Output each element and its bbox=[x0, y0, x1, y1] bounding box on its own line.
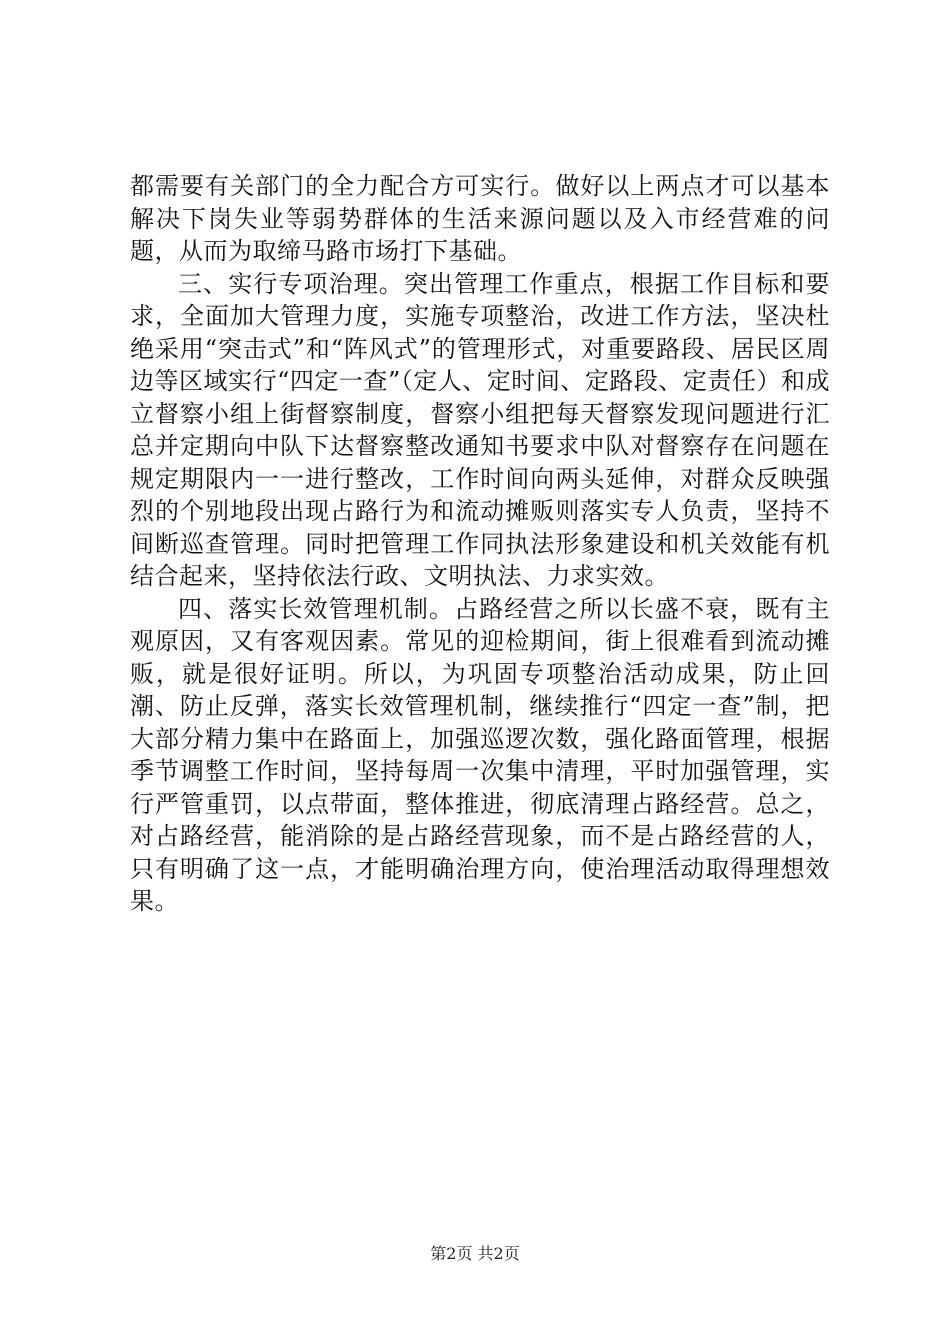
paragraph-long-term-mechanism: 四、落实长效管理机制。占路经营之所以长盛不衰，既有主观原因，又有客观因素。常见的迎检期间，街上很难看到流动摊贩，就是很好证明。所以，为巩固专项整治活动成果，防止回潮、防止反弹，落实长效管理机制，继续推行“四定一查”制，把大部分精力集中在路面上，加强巡逻次数，强化路面管理，根据季节调整工作时间，坚持每周一次集中清理，平时加强管理，实行严管重罚，以点带面，整体推进，彻底清理占路经营。总之，对占路经营，能消除的是占路经营现象，而不是占路经营的人，只有明确了这一点，才能明确治理方向，使治理活动取得理想效果。 bbox=[130, 594, 830, 915]
page-footer: 第2页 共2页 bbox=[430, 1244, 520, 1263]
paragraph-special-governance: 三、实行专项治理。突出管理工作重点，根据工作目标和要求，全面加大管理力度，实施专项整治，改进工作方法，坚决杜绝采用“突击式”和“阵风式”的管理形式，对重要路段、居民区周边等区域实行“四定一查”（定人、定时间、定路段、定责任）和成立督察小组上街督察制度，督察小组把每天督察发现问题进行汇总并定期向中队下达督察整改通知书要求中队对督察存在问题在规定期限内一一进行整改，工作时间向两头延伸，对群众反映强烈的个别地段出现占路行为和流动摊贩则落实专人负责，坚持不间断巡查管理。同时把管理工作同执法形象建设和机关效能有机结合起来，坚持依法行政、文明执法、力求实效。 bbox=[130, 269, 830, 590]
paragraph-continuation: 都需要有关部门的全力配合方可实行。做好以上两点才可以基本解决下岗失业等弱势群体的生活来源问题以及入市经营难的问题，从而为取缔马路市场打下基础。 bbox=[130, 172, 830, 265]
document-body bbox=[130, 170, 830, 918]
